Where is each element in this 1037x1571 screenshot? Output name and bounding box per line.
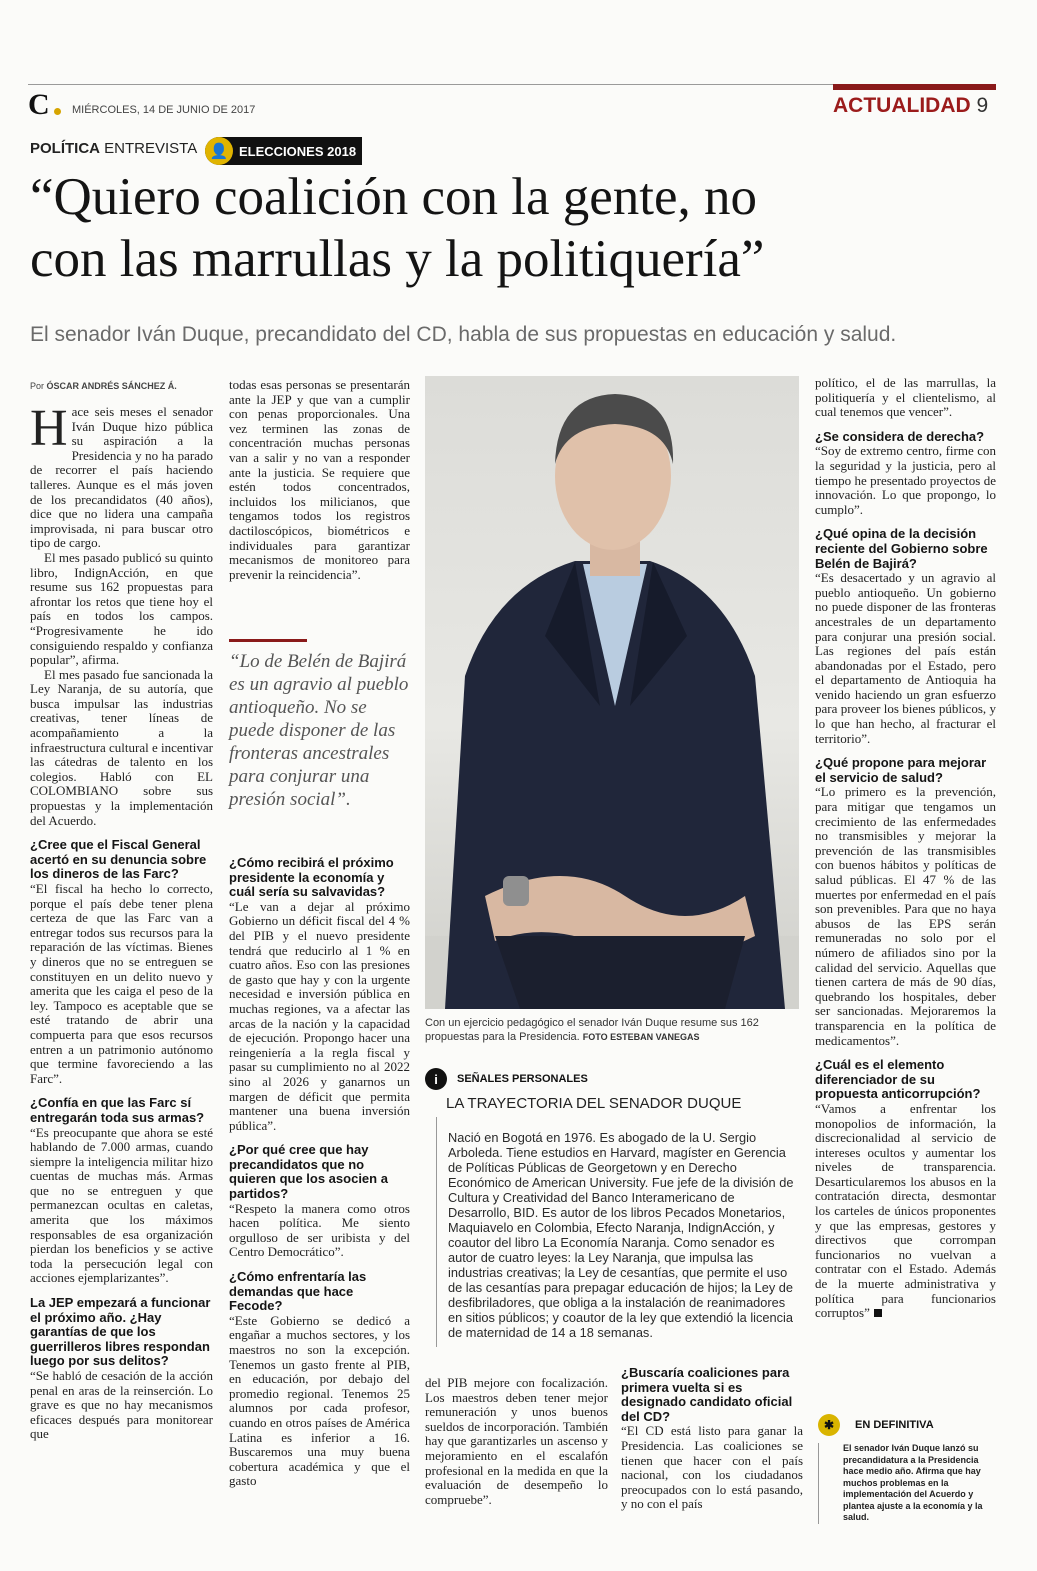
newspaper-logo: C [28, 88, 50, 121]
box-body: Nació en Bogotá en 1976. Es abogado de la U. Sergio Arboleda. Tiene estudios en Harvard, magíster en Gerencia de Políticas Públicas de Georgetown y en Derecho Económico de American University. Fue jefe de la división de Cultura y Creatividad del Banco Interamericano de Desarrollo, BID. Es autor de los libros Pecados Monetarios, Maquiavelo en Colombia, Efecto Naranja, IndignAcción, y coautor del libro La Economía Naranja. Como senador es autor de cuatro leyes: la Ley Naranja, que impulsa las industrias creativas; la Ley de cesantías, que permite el uso de las cesantías para prepagar educación de hijos; la Ley de desfibriladores, que obliga a la instalación de reanimadores en sitios públicos; y coautor de la ley que extendió la licencia de maternidad de 14 a 18 semanas. [448, 1130, 794, 1340]
answer: “Se habló de cesación de la acción penal en aras de la reinserción. Lo grave es que no hay mecanismos eficaces después para monitorear que [30, 1368, 213, 1442]
column-3-bottom [425, 1376, 608, 1507]
paragraph [30, 400, 213, 551]
article-kicker [30, 140, 197, 157]
answer [815, 1102, 996, 1321]
column-5 [815, 376, 996, 1321]
section-name: ACTUALIDAD [833, 94, 971, 117]
paragraph: El mes pasado publicó su quinto libro, IndignAcción, en que resume sus 162 propuestas para afrontar los retos que tiene hoy el país en todos los campos. “Progresivamente he ido consiguiendo respaldo y confianza popular”, afirma. [30, 549, 213, 668]
box-rule [436, 1117, 437, 1347]
answer: “Es desacertado y un agravio al pueblo antioqueño. Un gobierno no puede disponer de las fronteras ancestrales de un departamento para conjurar una presión social. Las regiones del país están abandonadas por el Estado, pero el departamento de Antioquia ha venido haciendo un gran esfuerzo para proveer los bienes públicos, y lo que han hecho, al fracturar el territorio”. [815, 570, 996, 746]
column-4-bottom [621, 1366, 803, 1512]
pullquote: “Lo de Belén de Bajirá es un agravio al pueblo antioqueño. No se puede disponer de las fronteras ancestrales para conjurar una presión social”. [229, 651, 409, 810]
question: ¿Cómo enfrentaría las demandas que hace Fecode? [229, 1269, 367, 1314]
answer: “Lo primero es la prevención, para mitigar que tengamos un crecimiento de las enfermedades no transmisibles y mejorar la prevención de las transmisibles con buenos hábitos y políticas de salud públicas. El 47 % de las muertes por enfermedad en el país son prevenibles. Para que no haya abusos de las EPS serán remuneradas no solo por el número de afiliados sino por la calidad del servicio. Aquellas que tienen cartera de más de 90 días, quebrando los hospitales, deber ser sancionadas. Mejoraremos la transparencia en la política de medicamentos”. [815, 784, 996, 1048]
paragraph: El mes pasado fue sancionada la Ley Naranja, de su autoría, que busca impulsar las industrias creativas, tener líneas de acompañamiento a la infraestructura cultural e incentivar las cátedras de talento en los colegios. Habló con EL COLOMBIANO sobre sus propuestas y la implementación del Acuerdo. [30, 666, 213, 828]
column-2-top [229, 378, 410, 582]
photo-credit: FOTO ESTEBAN VANEGAS [582, 1032, 700, 1042]
issue-date: MIÉRCOLES, 14 DE JUNIO DE 2017 [72, 104, 256, 116]
answer-continued: todas esas personas se presentarán ante la JEP y que van a cumplir con penas proporcionales. Una vez terminen las zonas de concentración muchas personas van a salir y no van a responder ante la justicia. Se requiere que estén todos concentrados, incluidos los milicianos, que tengamos todos los registros dactiloscópicos, biométricos e individuales para garantizar mecanismos de monitoreo para prevenir la reincidencia”. [229, 377, 410, 582]
question: ¿Cuál es el elemento diferenciador de su propuesta anticorrupción? [815, 1057, 981, 1102]
answer: “Respeto la manera como otros hacen política. Me siento orgulloso de ser uribista y del Centro Democrático”. [229, 1200, 410, 1260]
kicker-type: ENTREVISTA [104, 140, 198, 157]
kicker-section: POLÍTICA [30, 140, 100, 157]
headline-line-1: “Quiero coalición con la gente, no [30, 168, 757, 226]
headline-line-2: con las marrullas y la politiquería” [30, 230, 765, 288]
section-accent-bar [833, 84, 996, 90]
byline-author: ÓSCAR ANDRÉS SÁNCHEZ Á. [46, 381, 177, 391]
answer: “Este Gobierno se dedicó a engañar a muchos sectores, y los maestros no son la excepción. Tenemos un gasto frente al PIB, en educación, por debajo del promedio regional. Tenemos 25 alumnos por cada profesor, cuando en otros países de América Latina es inferior a 16. Buscaremos una muy buena cobertura académica y que el gasto [229, 1312, 410, 1489]
question: ¿Cree que el Fiscal General acertó en su denuncia sobre los dineros de las Farc? [30, 837, 207, 882]
answer: “Soy de extremo centro, firme con la seguridad y la justicia, pero al tiempo he presentado proyectos de innovación. Lo que propongo, lo cumplo”. [815, 443, 996, 517]
question: ¿Buscaría coaliciones para primera vuelta si es designado candidato oficial del CD? [621, 1365, 793, 1424]
page-number: 9 [976, 94, 989, 117]
question: ¿Qué propone para mejorar el servicio de salud? [815, 755, 987, 785]
column-1 [30, 381, 213, 1442]
end-of-article-icon [874, 1309, 882, 1317]
portrait-photo [425, 376, 799, 1009]
byline-prefix: Por [30, 381, 45, 391]
answer: “El CD está listo para ganar la Presidencia. Las coaliciones se tienen que hacer con el país nacional, con los ciudadanos preocupados con lo está pasando, y no con el país [621, 1423, 803, 1512]
drop-cap: H [30, 400, 68, 457]
question: ¿Cómo recibirá el próximo presidente la economía y cuál sería su salvavidas? [229, 855, 394, 900]
badge-label: ELECCIONES 2018 [239, 143, 357, 159]
info-icon: i [425, 1068, 447, 1090]
answer: “Es preocupante que ahora se esté hablando de 7.000 armas, cuando siempre la inteligencia militar hizo cuentas de muchas más. Armas que no se entreguen y que permanezcan ocultas en caletas, amerita que los máximos responsables de esa organización pierdan los beneficios y se active toda la persecución legal con acciones ejemplarizantes”. [30, 1124, 213, 1286]
section-header [833, 94, 988, 118]
box-title: LA TRAYECTORIA DEL SENADOR DUQUE [446, 1095, 742, 1112]
question: ¿Por qué cree que hay precandidatos que no quieren que los asocien a partidos? [229, 1142, 388, 1202]
column-2-bottom [229, 856, 410, 1489]
logo-dot-icon [54, 108, 61, 115]
box-kicker: SEÑALES PERSONALES [457, 1073, 588, 1085]
question: ¿Qué opina de la decisión reciente del Gobierno sobre Belén de Bajirá? [815, 526, 988, 571]
answer-text: “Vamos a enfrentar los monopolios de información, la discrecionalidad al servicio de intereses ocultos y aumentar los niveles de transparencia. Desarticularemos los abusos en la contratación directa, desmontar los carteles de únicos proponentes y que las empresas, gestores y directivos que corrompan funcionarios no vuelvan a contratar con el Estado. Además de la muerte administrativa y política para funcionarios corruptos” [815, 1100, 996, 1321]
caption-text: Con un ejercicio pedagógico el senador Iván Duque resume sus 162 propuestas para la Presidencia. [425, 1017, 759, 1043]
gear-icon: ✱ [818, 1414, 840, 1436]
answer-continued: político, el de las marrullas, la politiquería y el clientelismo, al cual tenemos que vencer”. [815, 375, 996, 420]
headline [30, 166, 1010, 290]
question: ¿Se considera de derecha? [815, 428, 985, 444]
answer: “El fiscal ha hecho lo correcto, porque el país debe tener plena certeza de que las Farc van a entregar todos sus recursos para la reparación de las víctimas. Bienes y dineros que no se entreguen se constituyen en un delito nuevo y amerita que les caiga el peso de la ley. Tampoco es aceptable que se esté tratando de abrir una compuerta para que esos recursos entren a un patrimonio autónomo que termine favoreciendo a las Farc”. [30, 881, 213, 1086]
answer: “Le van a dejar al próximo Gobierno un déficit fiscal del 4 % del PIB y el nuevo presidente tendrá que reducirlo al 1 % en cuatro años. Eso con las presiones de gasto que hay y con la urgente necesidad e inversión pública en muchas regiones, va a afectar las arcas de la nación y la capacidad de ejecución. Propongo hacer una reingeniería a la regla fiscal y pasar su cumplimiento no al 2022 sino al 2026 y ganarnos un margen de déficit que permita mantener una buena inversión pública”. [229, 898, 410, 1133]
paragraph-text: ace seis meses el senador Iván Duque hizo pública su aspiración a la Presidencia y no ha parado de recorrer el país haciendo talleres. Aunque es el más joven de los precandidatos (40 años), dice que no lidera una campaña improvisada, ni para buscar otro tipo de cargo. [30, 404, 213, 551]
byline [30, 381, 213, 391]
portrait-illustration [425, 376, 799, 1009]
pullquote-rule [229, 639, 307, 642]
person-icon: 👤 [205, 137, 233, 165]
summary-body: El senador Iván Duque lanzó su precandidatura a la Presidencia hace medio año. Afirma que hay muchos problemas en la implementación del Acuerdo y plantea ajuste a la economía y la salud. [818, 1443, 994, 1524]
answer-continued: del PIB mejore con focalización. Los maestros deben tener mejor remuneración y unos buenos sueldos de incorporación. También hay que garantizarles un ascenso y mejoramiento en el escalafón profesional en la medida en que la evaluación de desempeño lo compruebe”. [425, 1375, 608, 1507]
question: ¿Confía en que las Farc sí entregarán toda sus armas? [30, 1095, 205, 1125]
photo-caption [425, 1016, 799, 1044]
summary-kicker: EN DEFINITIVA [855, 1419, 934, 1431]
subheadline: El senador Iván Duque, precandidato del CD, habla de sus propuestas en educación y salud. [30, 323, 897, 346]
elections-badge [205, 137, 362, 165]
question: La JEP empezará a funcionar el próximo año. ¿Hay garantías de que los guerrilleros libres respondan luego por sus delitos? [30, 1295, 211, 1369]
